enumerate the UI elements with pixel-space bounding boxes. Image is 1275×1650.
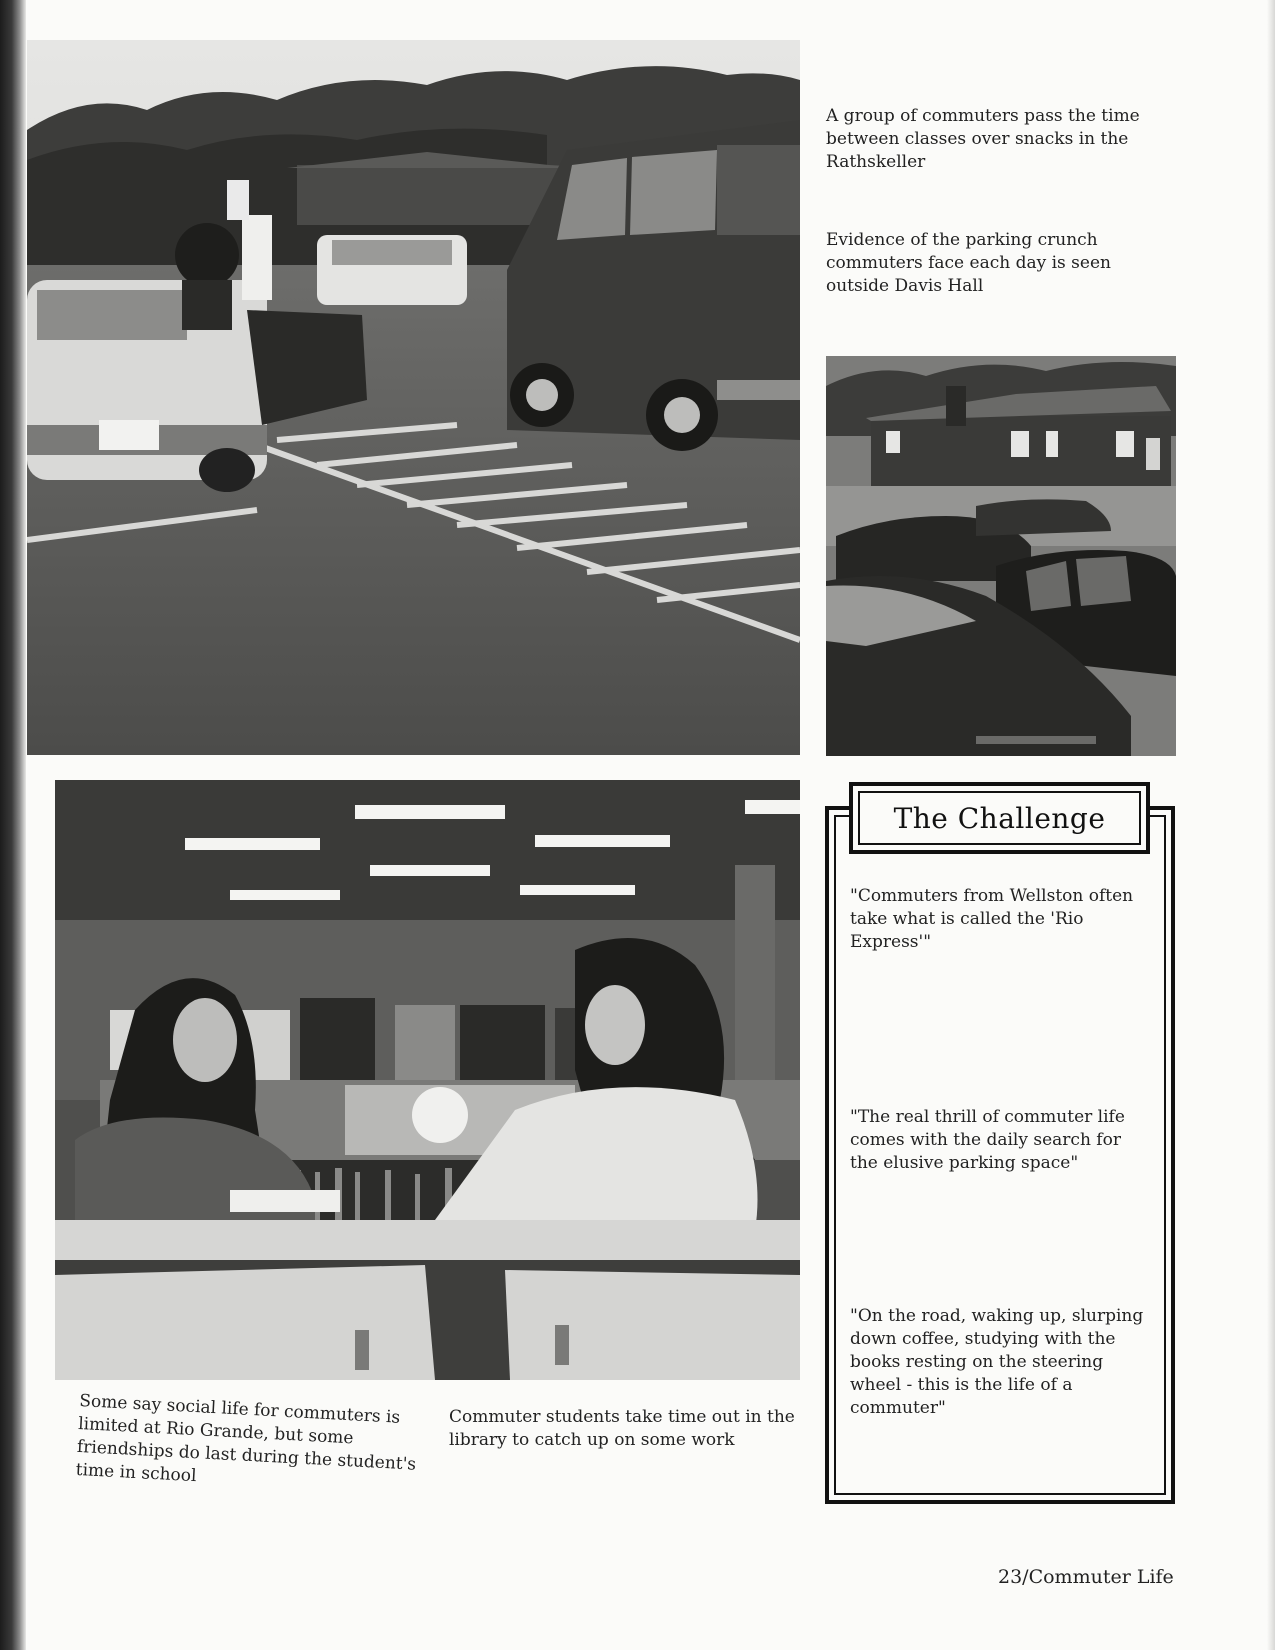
caption-parking-crunch: Evidence of the parking crunch commuters face each day is seen outside Davis Hall [826, 230, 1111, 296]
challenge-title-box [849, 782, 1150, 854]
davis-hall-parking-image [826, 356, 1176, 756]
page-folio: 23/Commuter Life [998, 1566, 1174, 1588]
challenge-quote-2: "The real thrill of commuter life comes with the daily search for the elusive parking space" [850, 1107, 1125, 1173]
page-edge-shadow [1267, 0, 1275, 1650]
photo-davis-hall-parking [826, 356, 1176, 756]
challenge-title-inner [858, 791, 1141, 845]
parking-lot-van-image [27, 40, 800, 755]
caption-rathskeller: A group of commuters pass the time between classes over snacks in the Rathskeller [826, 106, 1140, 172]
library-students-image [55, 780, 800, 1380]
photo-parking-lot-van [27, 40, 800, 755]
challenge-title: The Challenge [893, 801, 1106, 835]
caption-social-life: Some say social life for commuters is limited at Rio Grande, but some friendships do last during the student's time in school [75, 1390, 417, 1487]
challenge-quote-3: "On the road, waking up, slurping down coffee, studying with the books resting on the steering wheel - this is the life of a commuter" [850, 1306, 1144, 1418]
caption-library: Commuter students take time out in the library to catch up on some work [449, 1407, 795, 1450]
page-binding-edge [0, 0, 26, 1650]
challenge-quote-1: "Commuters from Wellston often take what is called the 'Rio Express'" [850, 886, 1134, 952]
photo-library-students [55, 780, 800, 1380]
